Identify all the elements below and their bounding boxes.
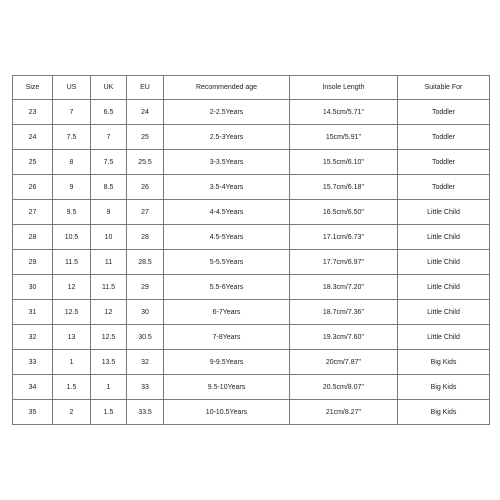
cell-insole-length: 15.7cm/6.18'': [290, 175, 398, 200]
cell-eu: 24: [127, 100, 164, 125]
cell-eu: 26: [127, 175, 164, 200]
column-header-uk: UK: [91, 76, 127, 100]
column-header-us: US: [53, 76, 91, 100]
cell-suitable-for: Little Child: [398, 200, 490, 225]
cell-size: 34: [13, 375, 53, 400]
cell-uk: 1.5: [91, 400, 127, 425]
cell-eu: 32: [127, 350, 164, 375]
cell-uk: 13.5: [91, 350, 127, 375]
column-header-recommended-age: Recommended age: [164, 76, 290, 100]
cell-us: 2: [53, 400, 91, 425]
cell-us: 9.5: [53, 200, 91, 225]
cell-recommended-age: 7-8Years: [164, 325, 290, 350]
cell-size: 35: [13, 400, 53, 425]
cell-size: 26: [13, 175, 53, 200]
table-row: [13, 325, 490, 350]
cell-insole-length: 19.3cm/7.60'': [290, 325, 398, 350]
cell-uk: 11: [91, 250, 127, 275]
cell-suitable-for: Little Child: [398, 300, 490, 325]
cell-insole-length: 17.7cm/6.97'': [290, 250, 398, 275]
cell-us: 7: [53, 100, 91, 125]
cell-uk: 6.5: [91, 100, 127, 125]
cell-size: 28: [13, 225, 53, 250]
cell-eu: 30.5: [127, 325, 164, 350]
cell-uk: 7: [91, 125, 127, 150]
cell-uk: 7.5: [91, 150, 127, 175]
cell-size: 31: [13, 300, 53, 325]
cell-us: 7.5: [53, 125, 91, 150]
cell-suitable-for: Toddler: [398, 175, 490, 200]
cell-eu: 33: [127, 375, 164, 400]
table-row: [13, 350, 490, 375]
table-row: [13, 400, 490, 425]
cell-size: 24: [13, 125, 53, 150]
cell-recommended-age: 9-9.5Years: [164, 350, 290, 375]
cell-recommended-age: 3-3.5Years: [164, 150, 290, 175]
cell-recommended-age: 3.5-4Years: [164, 175, 290, 200]
table-row: [13, 150, 490, 175]
column-header-size: Size: [13, 76, 53, 100]
cell-size: 27: [13, 200, 53, 225]
cell-insole-length: 20.5cm/8.07'': [290, 375, 398, 400]
cell-recommended-age: 5-5.5Years: [164, 250, 290, 275]
cell-insole-length: 18.3cm/7.20'': [290, 275, 398, 300]
cell-eu: 29: [127, 275, 164, 300]
cell-recommended-age: 10-10.5Years: [164, 400, 290, 425]
cell-suitable-for: Little Child: [398, 225, 490, 250]
cell-uk: 12: [91, 300, 127, 325]
cell-suitable-for: Toddler: [398, 150, 490, 175]
cell-uk: 8.5: [91, 175, 127, 200]
cell-us: 1.5: [53, 375, 91, 400]
table-row: [13, 250, 490, 275]
table-header: [13, 76, 490, 100]
cell-suitable-for: Little Child: [398, 275, 490, 300]
cell-eu: 25: [127, 125, 164, 150]
cell-us: 9: [53, 175, 91, 200]
table-row: [13, 300, 490, 325]
cell-eu: 33.5: [127, 400, 164, 425]
cell-recommended-age: 6-7Years: [164, 300, 290, 325]
table-row: [13, 375, 490, 400]
cell-eu: 28: [127, 225, 164, 250]
cell-uk: 11.5: [91, 275, 127, 300]
cell-recommended-age: 4-4.5Years: [164, 200, 290, 225]
cell-us: 10.5: [53, 225, 91, 250]
cell-suitable-for: Toddler: [398, 100, 490, 125]
column-header-eu: EU: [127, 76, 164, 100]
cell-eu: 30: [127, 300, 164, 325]
cell-size: 29: [13, 250, 53, 275]
cell-uk: 9: [91, 200, 127, 225]
cell-us: 8: [53, 150, 91, 175]
cell-suitable-for: Big Kids: [398, 400, 490, 425]
cell-eu: 27: [127, 200, 164, 225]
cell-size: 25: [13, 150, 53, 175]
cell-insole-length: 15cm/5.91'': [290, 125, 398, 150]
cell-insole-length: 17.1cm/6.73'': [290, 225, 398, 250]
cell-recommended-age: 9.5-10Years: [164, 375, 290, 400]
cell-suitable-for: Toddler: [398, 125, 490, 150]
cell-insole-length: 14.5cm/5.71'': [290, 100, 398, 125]
column-header-suitable-for: Suitable For: [398, 76, 490, 100]
table-row: [13, 275, 490, 300]
table-row: [13, 175, 490, 200]
table-row: [13, 200, 490, 225]
cell-recommended-age: 2-2.5Years: [164, 100, 290, 125]
cell-insole-length: 21cm/8.27'': [290, 400, 398, 425]
cell-insole-length: 18.7cm/7.36'': [290, 300, 398, 325]
cell-suitable-for: Little Child: [398, 250, 490, 275]
cell-insole-length: 20cm/7.87'': [290, 350, 398, 375]
cell-us: 12: [53, 275, 91, 300]
cell-recommended-age: 4.5-5Years: [164, 225, 290, 250]
cell-uk: 10: [91, 225, 127, 250]
cell-suitable-for: Little Child: [398, 325, 490, 350]
cell-size: 30: [13, 275, 53, 300]
cell-us: 13: [53, 325, 91, 350]
table-row: [13, 125, 490, 150]
table-row: [13, 225, 490, 250]
cell-uk: 1: [91, 375, 127, 400]
cell-uk: 12.5: [91, 325, 127, 350]
cell-suitable-for: Big Kids: [398, 350, 490, 375]
cell-eu: 28.5: [127, 250, 164, 275]
cell-recommended-age: 2.5-3Years: [164, 125, 290, 150]
cell-us: 11.5: [53, 250, 91, 275]
cell-us: 12.5: [53, 300, 91, 325]
cell-size: 23: [13, 100, 53, 125]
column-header-insole-length: Insole Length: [290, 76, 398, 100]
table-row: [13, 100, 490, 125]
size-chart-table: [12, 75, 490, 425]
table-body: [13, 100, 490, 425]
cell-size: 33: [13, 350, 53, 375]
cell-size: 32: [13, 325, 53, 350]
cell-insole-length: 15.5cm/6.10'': [290, 150, 398, 175]
cell-us: 1: [53, 350, 91, 375]
cell-eu: 25.5: [127, 150, 164, 175]
cell-insole-length: 16.5cm/6.50'': [290, 200, 398, 225]
header-row: [13, 76, 490, 100]
cell-suitable-for: Big Kids: [398, 375, 490, 400]
cell-recommended-age: 5.5-6Years: [164, 275, 290, 300]
